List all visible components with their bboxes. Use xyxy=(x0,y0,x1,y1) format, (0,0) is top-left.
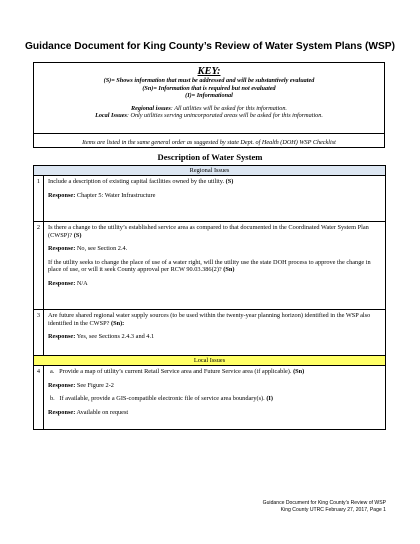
table-row xyxy=(34,310,386,356)
item-tag: (S) xyxy=(225,178,234,185)
response-text: No, see Section 2.4. xyxy=(76,245,128,253)
key-heading: KEY: xyxy=(197,66,221,77)
response-label: Response: xyxy=(48,381,76,389)
response-text: Yes, see Sections 2.4.3 and 4.1 xyxy=(76,333,155,341)
item-number: 4 xyxy=(34,366,44,430)
key-local xyxy=(34,112,384,120)
response-label: Response: xyxy=(48,191,76,199)
response-label: Response: xyxy=(48,408,76,416)
item-tag: (S) xyxy=(73,231,82,239)
table-row xyxy=(34,176,386,222)
requirements-table xyxy=(33,165,386,430)
item-tag: (Sn) xyxy=(293,368,305,375)
response-text: See Figure 2-2 xyxy=(76,381,114,389)
key-note: Items are listed in the same general order as suggested by state Dept. of Health (DOH) WSP Checklist xyxy=(82,139,336,146)
item-body xyxy=(44,366,386,430)
response-text: Available on request xyxy=(76,408,129,416)
key-regional-label: Regional issues xyxy=(131,104,171,112)
item-number: 1 xyxy=(34,176,44,222)
response-label: Response: xyxy=(48,333,76,341)
key-line-s: (S)= Shows information that must be addressed and will be substantively evaluated xyxy=(103,77,315,84)
key-regional-text: : All utilities will be asked for this information. xyxy=(170,104,287,112)
item-body xyxy=(44,310,386,356)
item-question: Are future shared regional water supply sources (to be used within the twenty-year planning horizon) identified in the WSP also identified in the CWSP? xyxy=(48,312,371,327)
item-question: Provide a map of utility’s current Retail Service area and Future Service area (if applicable). xyxy=(59,368,292,375)
document-title: Guidance Document for King County’s Review of Water System Plans (WSP) xyxy=(24,41,395,52)
footer-title: Guidance Document for King County’s Review of WSP xyxy=(262,500,386,506)
item-body xyxy=(44,176,386,222)
item-number: 3 xyxy=(34,310,44,356)
key-line-sn: (Sn)= Information that is required but not evaluated xyxy=(142,84,276,92)
regional-band-label: Regional Issues xyxy=(34,166,386,176)
item-sub-label: b. xyxy=(50,395,55,403)
local-band xyxy=(34,356,386,366)
response-text: N/A xyxy=(76,279,88,287)
key-divider xyxy=(34,133,384,134)
key-local-text: : Only utilities serving unincorporated areas will be asked for this information. xyxy=(126,112,323,120)
item-followup: If the utility seeks to change the place of use of a water right, will the utility use the state DOH process to approve the change in place of use, or will it seek County approval per RCW 90.03.386(2)? xyxy=(48,258,371,274)
response-label: Response: xyxy=(48,279,76,287)
key-regional xyxy=(34,105,384,113)
key-line-i: (I)= Informational xyxy=(185,92,233,100)
page-footer xyxy=(263,500,386,513)
key-box xyxy=(33,62,385,148)
item-question: If available, provide a GIS-compatible electronic file of service area boundary(s). xyxy=(59,395,265,403)
local-band-label: Local Issues xyxy=(34,356,386,366)
footer-page: King County UTRC February 27, 2017, Page 1 xyxy=(280,506,386,513)
response-label: Response: xyxy=(48,245,76,253)
table-row xyxy=(34,222,386,310)
item-followup-tag: (Sn) xyxy=(223,266,235,274)
item-tag: (Sn): xyxy=(110,319,125,327)
response-text: Chapter 5: Water Infrastructure xyxy=(76,191,156,199)
item-question: Include a description of existing capital facilities owned by the utility. xyxy=(48,178,225,185)
section-title: Description of Water System xyxy=(157,152,263,162)
item-sub-label: a. xyxy=(50,368,55,375)
item-number: 2 xyxy=(34,222,44,310)
regional-band xyxy=(34,166,386,176)
key-local-label: Local Issues xyxy=(95,112,127,120)
item-question: Is there a change to the utility’s established service area as compared to that documented in the Coordinated Water System Plan (CWSP)? xyxy=(48,224,369,239)
table-row xyxy=(34,366,386,430)
item-body xyxy=(44,222,386,310)
item-tag: (I) xyxy=(266,395,273,403)
